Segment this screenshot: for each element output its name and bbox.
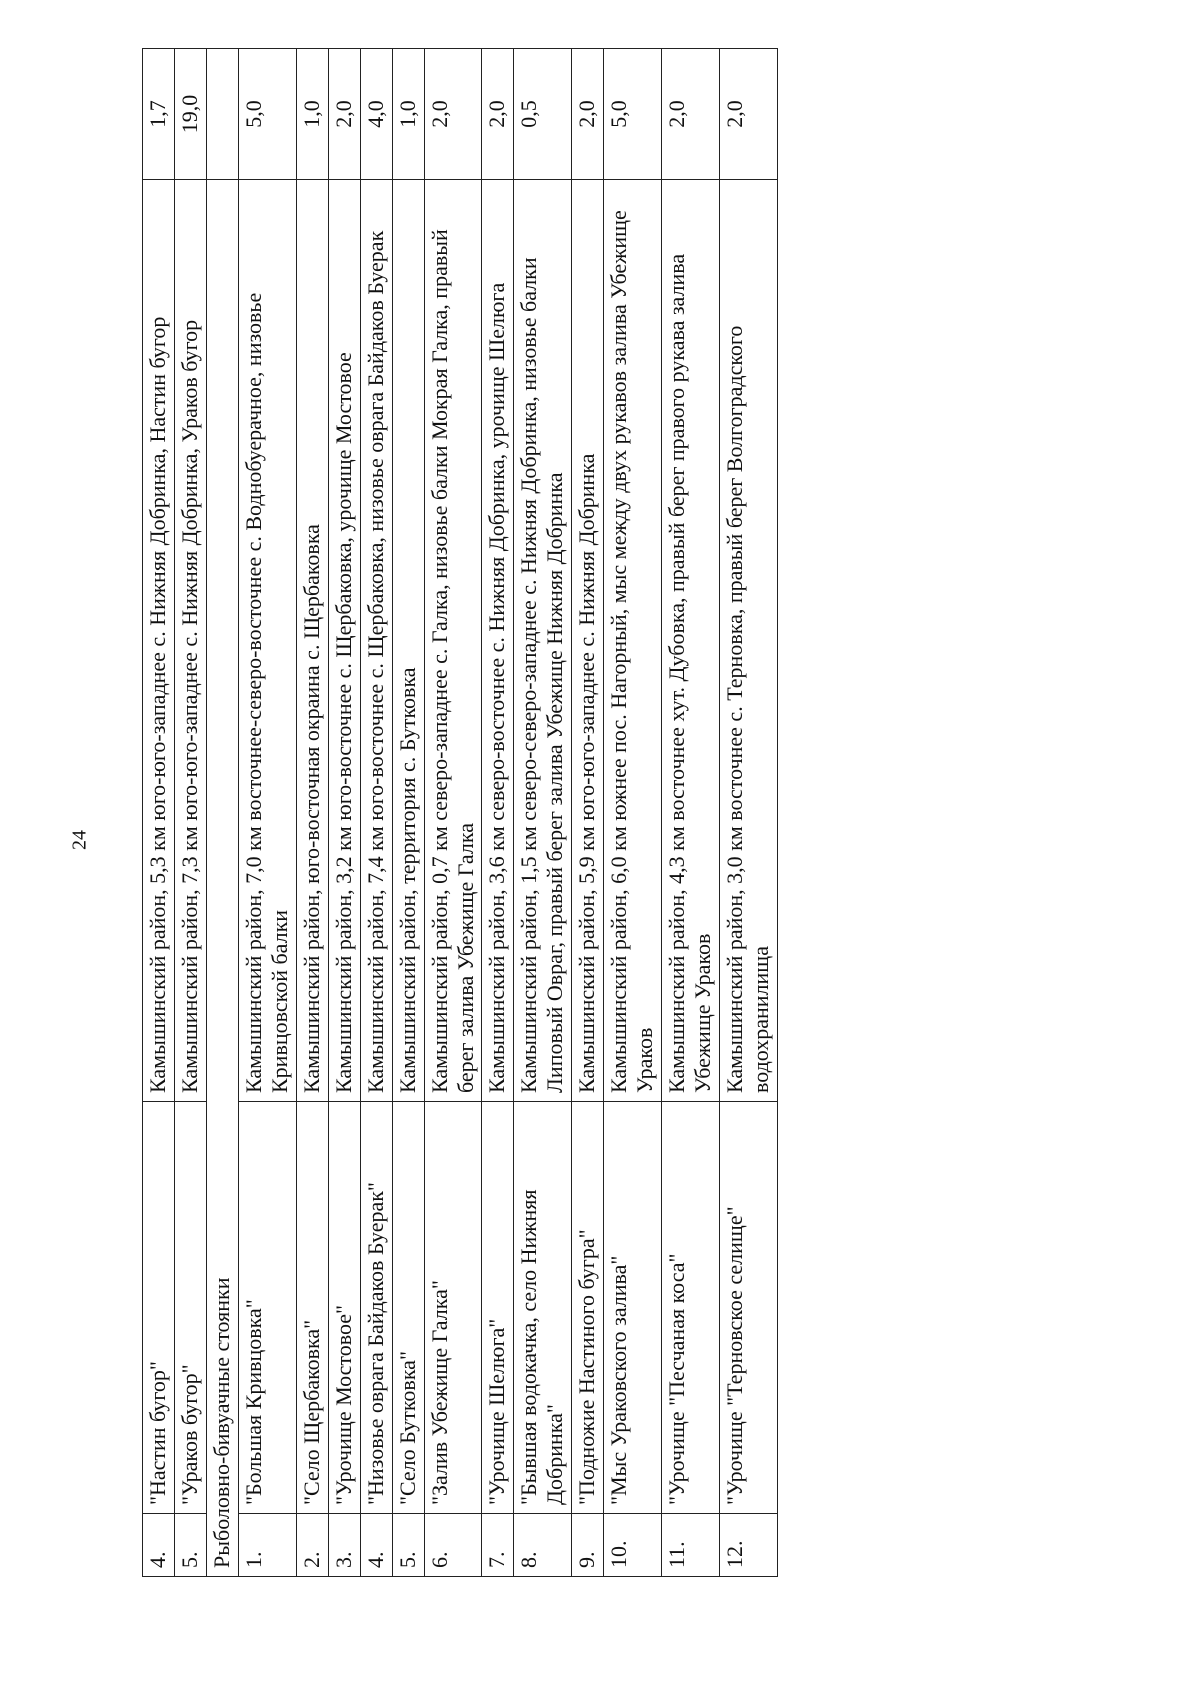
table-row <box>604 49 662 1577</box>
section-row <box>206 49 238 1577</box>
table-row <box>360 49 392 1577</box>
row-number: 4. <box>143 1514 175 1577</box>
row-number: 11. <box>662 1514 720 1577</box>
site-location: Камышинский район, 1,5 км северо-северо-западнее с. Нижняя Добринка, низовье балки Липовый Овраг, правый берег залива Убежище Нижняя Добринка <box>514 180 572 1102</box>
row-number: 9. <box>572 1514 604 1577</box>
site-name: "Урочище "Терновское селище" <box>720 1102 778 1514</box>
row-number: 12. <box>720 1514 778 1577</box>
site-area: 2,0 <box>328 49 360 180</box>
site-location: Камышинский район, 7,3 км юго-юго-западнее с. Нижняя Добринка, Ураков бугор <box>174 180 206 1102</box>
sites-table <box>142 48 778 1577</box>
site-area: 19,0 <box>174 49 206 180</box>
site-location: Камышинский район, 7,4 км юго-восточнее с. Щербаковка, низовье оврага Байдаков Буерак <box>360 180 392 1102</box>
table-row <box>174 49 206 1577</box>
section-area-empty <box>206 49 238 180</box>
site-area: 5,0 <box>238 49 296 180</box>
site-location: Камышинский район, 5,3 км юго-юго-западнее с. Нижняя Добринка, Настин бугор <box>143 180 175 1102</box>
row-number: 6. <box>424 1514 482 1577</box>
table-row <box>296 49 328 1577</box>
row-number: 2. <box>296 1514 328 1577</box>
site-location: Камышинский район, 3,0 км восточнее с. Терновка, правый берег Волгоградского водохранилища <box>720 180 778 1102</box>
row-number: 3. <box>328 1514 360 1577</box>
row-number: 8. <box>514 1514 572 1577</box>
site-name: "Настин бугор" <box>143 1102 175 1514</box>
section-title: Рыболовно-бивуачные стоянки <box>206 180 238 1577</box>
site-name: "Ураков бугор" <box>174 1102 206 1514</box>
site-name: "Бывшая водокачка, село Нижняя Добринка" <box>514 1102 572 1514</box>
table-row <box>143 49 175 1577</box>
site-name: "Большая Кривцовка" <box>238 1102 296 1514</box>
site-location: Камышинский район, 7,0 км восточнее-северо-восточнее с. Воднобуерачное, низовье Кривцовской балки <box>238 180 296 1102</box>
table-row <box>238 49 296 1577</box>
table-row <box>328 49 360 1577</box>
table-row <box>662 49 720 1577</box>
page-number: 24 <box>68 830 91 850</box>
site-location: Камышинский район, 3,6 км северо-восточнее с. Нижняя Добринка, урочище Шелюга <box>482 180 514 1102</box>
site-name: "Село Бутковка" <box>392 1102 424 1514</box>
site-area: 1,7 <box>143 49 175 180</box>
site-location: Камышинский район, юго-восточная окраина с. Щербаковка <box>296 180 328 1102</box>
row-number: 7. <box>482 1514 514 1577</box>
row-number: 5. <box>392 1514 424 1577</box>
table-row <box>514 49 572 1577</box>
site-name: "Подножие Настиного бугра" <box>572 1102 604 1514</box>
site-location: Камышинский район, 5,9 км юго-юго-западнее с. Нижняя Добринка <box>572 180 604 1102</box>
site-area: 0,5 <box>514 49 572 180</box>
row-number: 1. <box>238 1514 296 1577</box>
site-name: "Урочище Мостовое" <box>328 1102 360 1514</box>
site-location: Камышинский район, 3,2 км юго-восточнее с. Щербаковка, урочище Мостовое <box>328 180 360 1102</box>
site-area: 5,0 <box>604 49 662 180</box>
table-row <box>424 49 482 1577</box>
site-name: "Урочище "Песчаная коса" <box>662 1102 720 1514</box>
site-area: 4,0 <box>360 49 392 180</box>
table-row <box>392 49 424 1577</box>
rotated-table-container <box>142 94 1062 1577</box>
site-name: "Урочище Шелюга" <box>482 1102 514 1514</box>
site-area: 2,0 <box>662 49 720 180</box>
site-location: Камышинский район, 4,3 км восточнее хут. Дубовка, правый берег правого рукава залива Убежище Ураков <box>662 180 720 1102</box>
site-area: 2,0 <box>424 49 482 180</box>
site-name: "Село Щербаковка" <box>296 1102 328 1514</box>
site-location: Камышинский район, 6,0 км южнее пос. Нагорный, мыс между двух рукавов залива Убежище Ураков <box>604 180 662 1102</box>
table-row <box>720 49 778 1577</box>
site-area: 2,0 <box>482 49 514 180</box>
site-location: Камышинский район, 0,7 км северо-западнее с. Галка, низовье балки Мокрая Галка, правый берег залива Убежище Галка <box>424 180 482 1102</box>
site-name: "Залив Убежище Галка" <box>424 1102 482 1514</box>
table-row <box>572 49 604 1577</box>
row-number: 5. <box>174 1514 206 1577</box>
table-row <box>482 49 514 1577</box>
site-name: "Низовье оврага Байдаков Буерак" <box>360 1102 392 1514</box>
site-name: "Мыс Ураковского залива" <box>604 1102 662 1514</box>
row-number: 4. <box>360 1514 392 1577</box>
site-location: Камышинский район, территория с. Бутковка <box>392 180 424 1102</box>
site-area: 2,0 <box>720 49 778 180</box>
site-area: 1,0 <box>296 49 328 180</box>
site-area: 1,0 <box>392 49 424 180</box>
row-number: 10. <box>604 1514 662 1577</box>
site-area: 2,0 <box>572 49 604 180</box>
